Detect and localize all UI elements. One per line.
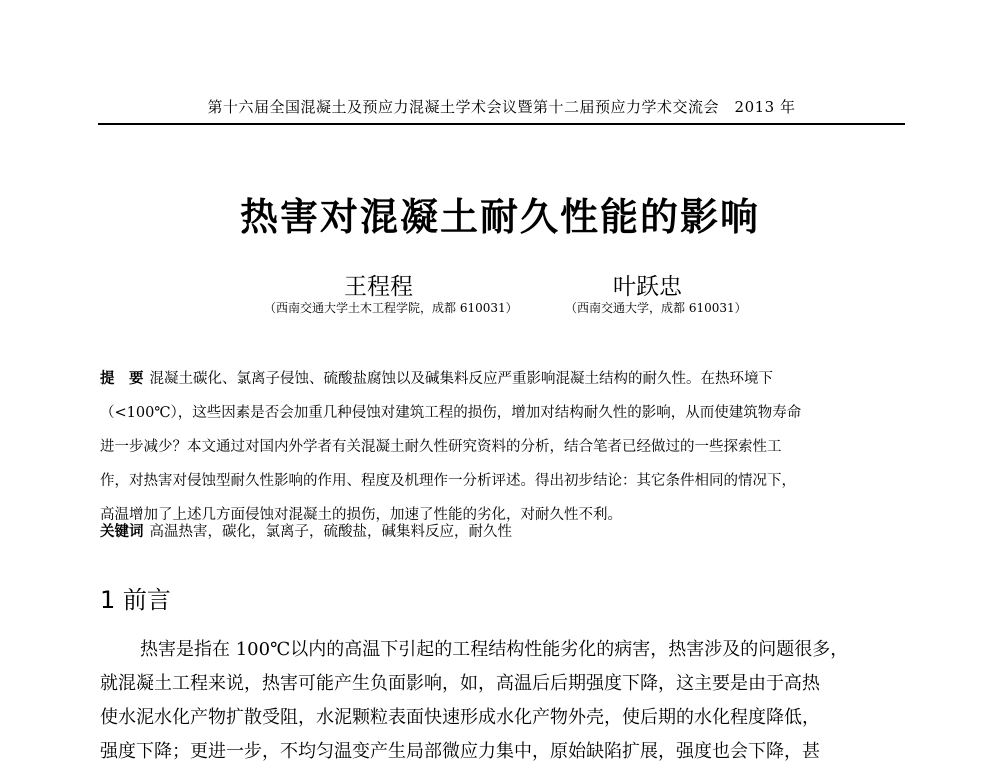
section-body — [100, 633, 905, 769]
paper-title: 热害对混凝土耐久性能的影响 — [239, 195, 760, 239]
body-line: 强度下降；更进一步，不均匀温变产生局部微应力集中，原始缺陷扩展，强度也会下降，甚 — [100, 741, 820, 762]
header-rule — [98, 123, 905, 125]
abstract-line: （<100℃），这些因素是否会加重几种侵蚀对建筑工程的损伤，增加对结构耐久性的影响，从而使建筑物寿命 — [100, 405, 802, 421]
author-affiliation-2: （西南交通大学，成都 610031） — [565, 301, 747, 315]
running-header: 第十六届全国混凝土及预应力混凝土学术会议暨第十二届预应力学术交流会 2013 年 — [207, 98, 796, 116]
author-affiliation-1: （西南交通大学土木工程学院，成都 610031） — [264, 301, 518, 315]
abstract-line: 进一步减少？本文通过对国内外学者有关混凝土耐久性研究资料的分析，结合笔者已经做过的一些探索性工 — [100, 439, 782, 455]
keywords — [100, 520, 905, 541]
author-name-1: 王程程 — [344, 274, 413, 300]
body-line: 热害是指在 100℃以内的高温下引起的工程结构性能劣化的病害，热害涉及的问题很多， — [140, 639, 849, 660]
abstract-label: 提 要 — [100, 371, 144, 387]
abstract — [100, 362, 905, 532]
abstract-text: 混凝土碳化、氯离子侵蚀、硫酸盐腐蚀以及碱集料反应严重影响混凝土结构的耐久性。在热环境下 — [149, 371, 773, 387]
author-name-2: 叶跃忠 — [613, 274, 682, 300]
keywords-text: 高温热害，碳化，氯离子，硫酸盐，碱集料反应，耐久性 — [149, 524, 512, 540]
abstract-line: 作，对热害对侵蚀型耐久性影响的作用、程度及机理作一分析评述。得出初步结论：其它条件相同的情况下， — [100, 473, 796, 489]
abstract-line: 高温增加了上述几方面侵蚀对混凝土的损伤，加速了性能的劣化，对耐久性不利。 — [100, 507, 622, 523]
keywords-label: 关键词 — [100, 524, 144, 540]
section-heading-introduction: 1 前言 — [100, 586, 171, 614]
abstract-line — [100, 362, 905, 396]
body-line: 使水泥水化产物扩散受阻，水泥颗粒表面快速形成水化产物外壳，使后期的水化程度降低， — [100, 707, 820, 728]
body-line: 就混凝土工程来说，热害可能产生负面影响，如，高温后后期强度下降，这主要是由于高热 — [100, 673, 820, 694]
